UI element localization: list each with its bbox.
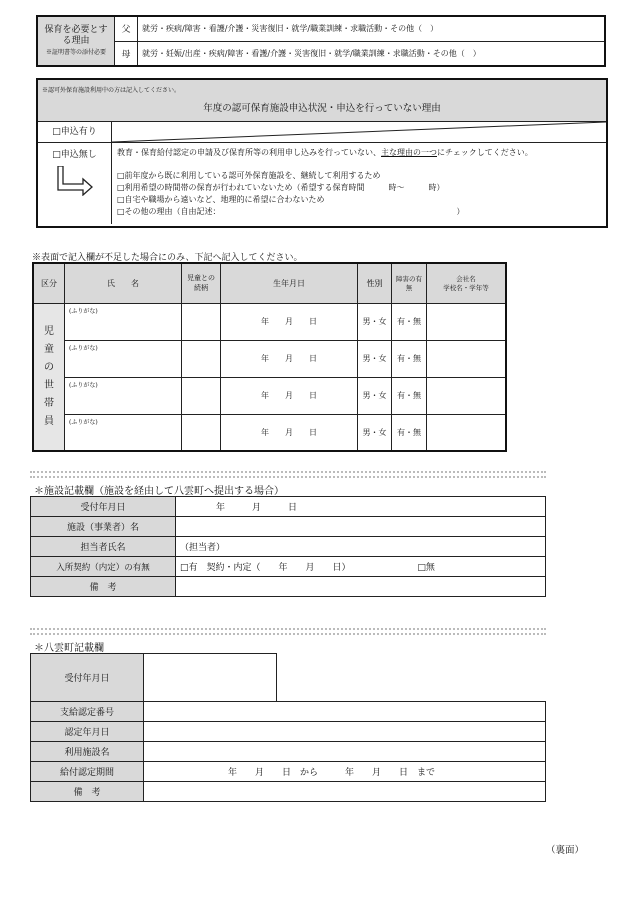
col-name: 氏 名 [65, 263, 182, 303]
relation-cell[interactable] [182, 377, 221, 414]
birth-cell[interactable]: 年 月 日 [221, 414, 358, 451]
ninka-option-2[interactable]: □利用希望の時間帯の保育が行われていないため（希望する保育時間 時～ 時） [117, 183, 445, 192]
company-cell[interactable] [427, 340, 507, 377]
sex-cell[interactable]: 男・女 [358, 340, 392, 377]
birth-cell[interactable]: 年 月 日 [221, 377, 358, 414]
birth-cell[interactable]: 年 月 日 [221, 340, 358, 377]
mother-label: 母 [115, 41, 138, 66]
household-row [33, 414, 506, 451]
name-cell[interactable]: (ふりがな) [65, 340, 182, 377]
yakumo-blank [277, 654, 546, 702]
yakumo-label-notes: 備 考 [31, 782, 144, 802]
yakumo-label-period: 給付認定期間 [31, 762, 144, 782]
yakumo-title: ＊八雲町記載欄 [34, 643, 104, 654]
facility-name-field[interactable] [176, 517, 546, 537]
yakumo-label-date: 受付年月日 [31, 654, 144, 702]
arrow-down-right-icon [55, 166, 95, 196]
facility-date-field[interactable]: 年 月 日 [176, 497, 546, 517]
ninka-option-3[interactable]: □自宅や職場から遠いなど、地理的に希望に合わないため [117, 195, 325, 204]
household-row [33, 303, 506, 340]
facility-contract-field[interactable]: □有 契約・内定（ 年 月 日） □無 [176, 557, 546, 577]
household-row [33, 340, 506, 377]
diagonal-line [112, 122, 606, 142]
applied-checkbox[interactable]: □申込有り [38, 122, 112, 142]
ninka-option-4[interactable]: □その他の理由（自由記述： ） [117, 207, 465, 216]
yakumo-notes-field[interactable] [144, 782, 546, 802]
dis-cell[interactable]: 有・無 [392, 303, 427, 340]
col-kubun: 区分 [33, 263, 65, 303]
yakumo-divider [30, 628, 546, 635]
yakumo-facility-field[interactable] [144, 742, 546, 762]
facility-label-staff: 担当者氏名 [31, 537, 176, 557]
dis-cell[interactable]: 有・無 [392, 377, 427, 414]
facility-notes-field[interactable] [176, 577, 546, 597]
yakumo-table [30, 653, 546, 802]
reason-note: ※証明書等の添付必要 [45, 48, 106, 56]
reason-label-cell [37, 16, 115, 66]
company-cell[interactable] [427, 414, 507, 451]
col-disability: 障害の有無 [392, 263, 427, 303]
sex-cell[interactable]: 男・女 [358, 414, 392, 451]
not-applied-checkbox[interactable]: □申込無し [52, 150, 97, 160]
name-cell[interactable]: (ふりがな) [65, 303, 182, 340]
mother-reasons[interactable]: 就労・妊娠/出産・疾病/障害・看護/介護・災害復旧・就学/職業訓練・求職活動・その他（ ） [138, 41, 606, 66]
ninka-section [36, 78, 608, 228]
col-sex: 性別 [358, 263, 392, 303]
yakumo-date-field[interactable] [144, 654, 277, 702]
household-row [33, 377, 506, 414]
sex-cell[interactable]: 男・女 [358, 303, 392, 340]
name-cell[interactable]: (ふりがな) [65, 414, 182, 451]
relation-cell[interactable] [182, 414, 221, 451]
col-company: 会社名 学校名・学年等 [427, 263, 507, 303]
yakumo-label-facility: 利用施設名 [31, 742, 144, 762]
facility-label-date: 受付年月日 [31, 497, 176, 517]
father-reasons[interactable]: 就労・疾病/障害・看護/介護・災害復旧・就学/職業訓練・求職活動・その他（ ） [138, 16, 606, 41]
reason-table [36, 15, 606, 67]
ninka-note: ※認可外保育施設利用中の方は記入してください。 [42, 87, 181, 94]
name-cell[interactable]: (ふりがな) [65, 377, 182, 414]
page-label: （裏面） [546, 845, 585, 856]
sex-cell[interactable]: 男・女 [358, 377, 392, 414]
col-birth: 生年月日 [221, 263, 358, 303]
household-table [32, 262, 507, 452]
col-relation: 児童との続柄 [182, 263, 221, 303]
facility-label-notes: 備 考 [31, 577, 176, 597]
facility-divider [30, 471, 546, 478]
relation-cell[interactable] [182, 340, 221, 377]
ninka-title: 年度の認可保育施設申込状況・申込を行っていない理由 [203, 103, 441, 114]
facility-title: ＊施設記載欄（施設を経由して八雲町へ提出する場合） [34, 486, 284, 497]
ninka-not-applied-row [38, 143, 606, 224]
household-note: ※表面で記入欄が不足した場合にのみ、下記へ記入してください。 [32, 253, 303, 263]
ninka-applied-row [38, 122, 606, 143]
relation-cell[interactable] [182, 303, 221, 340]
reason-label: 保育を必要とする理由 [44, 24, 108, 46]
yakumo-label-cert-date: 認定年月日 [31, 722, 144, 742]
yakumo-number-field[interactable] [144, 702, 546, 722]
facility-label-contract: 入所契約（内定）の有無 [31, 557, 176, 577]
dis-cell[interactable]: 有・無 [392, 340, 427, 377]
company-cell[interactable] [427, 377, 507, 414]
birth-cell[interactable]: 年 月 日 [221, 303, 358, 340]
facility-label-name: 施設（事業者）名 [31, 517, 176, 537]
dis-cell[interactable]: 有・無 [392, 414, 427, 451]
facility-staff-field[interactable]: （担当者） [176, 537, 546, 557]
ninka-lead: 教育・保育給付認定の申請及び保育所等の利用申し込みを行っていない、主な理由の一つにチェックしてください。 [117, 148, 533, 157]
ninka-header [38, 80, 606, 122]
ninka-option-1[interactable]: □前年度から既に利用している認可外保育施設を、継続して利用するため [117, 171, 381, 180]
yakumo-cert-date-field[interactable] [144, 722, 546, 742]
company-cell[interactable] [427, 303, 507, 340]
household-side-label: 児童の世帯員 [33, 303, 65, 451]
facility-table [30, 496, 546, 597]
yakumo-label-number: 支給認定番号 [31, 702, 144, 722]
father-label: 父 [115, 16, 138, 41]
contract-none-checkbox[interactable]: □無 [417, 563, 435, 573]
yakumo-period-field[interactable]: 年 月 日 から 年 月 日 まで [144, 762, 546, 782]
